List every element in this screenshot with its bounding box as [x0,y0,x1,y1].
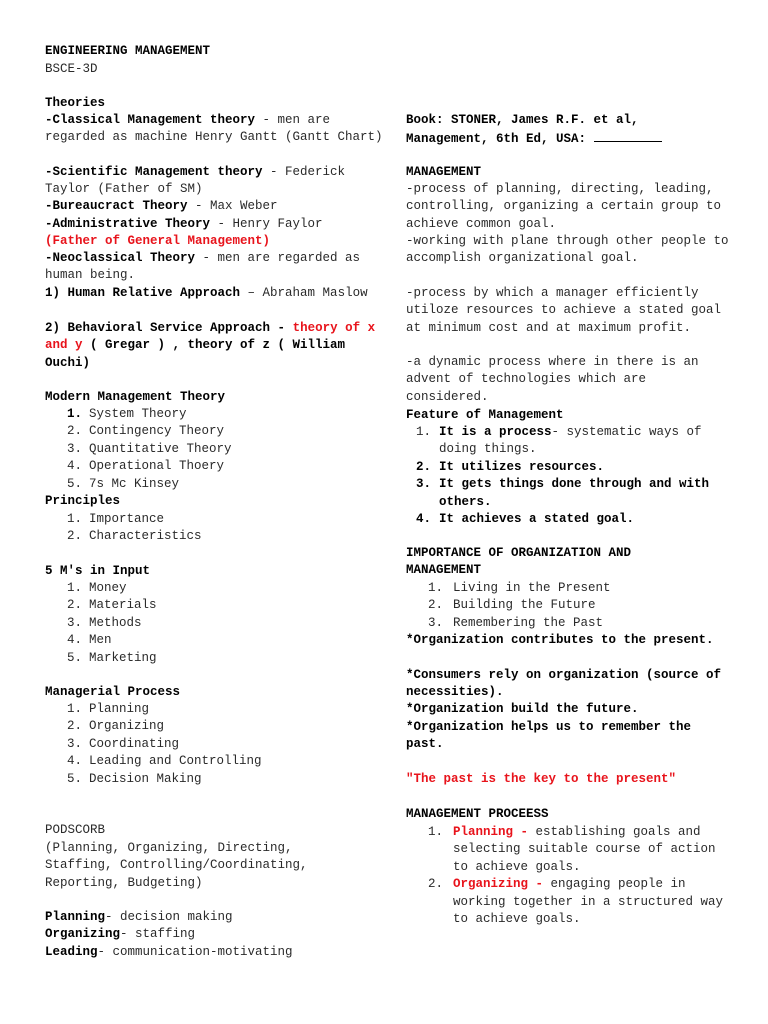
principles-heading: Principles [45,494,121,508]
list-item: 3. Coordinating [67,736,180,751]
five-ms-heading: 5 M's in Input [45,564,151,578]
list-item: 4. Operational Thoery [67,459,225,474]
list-item: 1. Living in the Present [428,581,611,595]
human-relative-approach [45,285,385,302]
list-item: 1. System Theory [67,407,187,421]
modern-theory-heading: Modern Management Theory [45,390,226,404]
process-list [406,824,736,928]
behavioral-approach-rest: ( Gregar ) , theory of z ( William Ouchi) [45,338,346,370]
scientific-theory-text: - Federick Taylor (Father of SM) [45,165,346,197]
podscorb-planning [45,909,385,926]
podscorb-text: (Planning, Organizing, Directing, Staffing, Controlling/Coordinating, Reporting, Budgeting) [45,841,308,890]
human-relative-text: – Abraham Maslow [240,286,368,300]
list-item: 4. It achieves a stated goal. [416,512,635,527]
list-item: 2. Organizing - engaging people in working together in a structured way to achieve goals. [428,877,724,927]
list-item: 2. It utilizes resources. [416,459,605,474]
importance-note-3: *Organization build the future. [406,702,639,716]
list-item: 1. Importance [67,512,165,526]
bureaucratic-theory [45,198,385,215]
list-item: 1. Planning - establishing goals and selecting suitable course of action to achieve goals. [428,825,716,874]
list-item: 3. Quantitative Theory [67,441,232,456]
list-item: 4. Men [67,633,112,648]
management-def-3: -process by which a manager efficiently utiloze resources to achieve a stated goal at minimum cost and at maximum profit. [406,286,722,335]
management-def-1: -process of planning, directing, leading, controlling, organizing a certain group to achieve common goal. [406,182,722,231]
list-item: 1. Planning [67,702,150,716]
importance-list [406,580,736,632]
scientific-theory-label: -Scientific Management theory [45,165,263,179]
importance-note-2: *Consumers rely on organization (source of necessities). [406,668,722,700]
scientific-theory [45,164,385,199]
class-section: BSCE-3D [45,62,98,76]
document-title: ENGINEERING MANAGEMENT [45,44,211,58]
quote: "The past is the key to the present" [406,772,677,786]
features-heading: Feature of Management [406,408,564,422]
modern-theory-list [45,406,385,493]
podscorb-heading: PODSCORB [45,823,106,837]
bureaucratic-theory-text: - Max Weber [187,199,278,213]
bureaucratic-theory-label: -Bureaucract Theory [45,199,188,213]
podscorb-organizing [45,926,385,943]
theory-x-y: theory of x and y [45,321,376,353]
list-item: 1. Money [67,581,127,595]
management-def-2: -working with plane through other people to accomplish organizational goal. [406,234,729,266]
five-ms-list [45,580,385,667]
list-item: 2. Materials [67,598,157,613]
podscorb-leading [45,944,385,961]
managerial-process-list [45,701,385,788]
administrative-theory [45,216,385,233]
administrative-note: (Father of General Management) [45,234,271,248]
management-def-4: -a dynamic process where in there is an advent of technologies which are considered. [406,355,699,404]
list-item: 5. Decision Making [67,771,202,786]
book-line-1: Book: STONER, James R.F. et al, [406,113,639,127]
planning-label: Planning [45,910,106,924]
process-heading: MANAGEMENT PROCEESS [406,807,549,821]
importance-note-4: *Organization helps us to remember the past. [406,720,692,752]
human-relative-label: 1) Human Relative Approach [45,286,241,300]
list-item: 3. Remembering the Past [428,615,604,630]
theories-heading: Theories [45,96,106,110]
importance-note-1: *Organization contributes to the present. [406,633,714,647]
list-item: 5. Marketing [67,650,157,665]
planning-text: - decision making [105,910,233,924]
list-item: 2. Building the Future [428,598,596,613]
administrative-theory-text: - Henry Faylor [210,217,323,231]
list-item: 2. Characteristics [67,529,202,544]
managerial-process-heading: Managerial Process [45,685,181,699]
organizing-text: - staffing [120,927,196,941]
behavioral-approach-label: 2) Behavioral Service Approach - [45,321,286,335]
features-list [406,424,736,528]
list-item: 4. Leading and Controlling [67,754,262,769]
organizing-label: Organizing [45,927,121,941]
neoclassical-theory-text: - men are regarded as human being. [45,251,361,283]
neoclassical-theory [45,250,385,285]
management-heading: MANAGEMENT [406,165,482,179]
list-item: 2. Organizing [67,719,165,734]
list-item: 1. It is a process- systematic ways of doing things. [416,425,702,457]
behavioral-approach [45,320,385,372]
leading-label: Leading [45,945,98,959]
principles-list [45,511,385,546]
list-item: 3. Methods [67,615,142,630]
importance-heading: IMPORTANCE OF ORGANIZATION AND MANAGEMENT [406,546,632,578]
leading-text: - communication-motivating [97,945,293,959]
administrative-theory-label: -Administrative Theory [45,217,211,231]
classical-theory-text: - men are regarded as machine Henry Gantt (Gantt Chart) [45,113,383,145]
blank-underline [594,129,662,142]
list-item: 2. Contingency Theory [67,424,225,439]
classical-theory-label: -Classical Management theory [45,113,256,127]
book-line-2: Management, 6th Ed, USA: [406,129,736,148]
neoclassical-theory-label: -Neoclassical Theory [45,251,196,265]
classical-theory [45,112,385,147]
list-item: 3. It gets things done through and with others. [416,477,710,509]
list-item: 5. 7s Mc Kinsey [67,476,180,491]
